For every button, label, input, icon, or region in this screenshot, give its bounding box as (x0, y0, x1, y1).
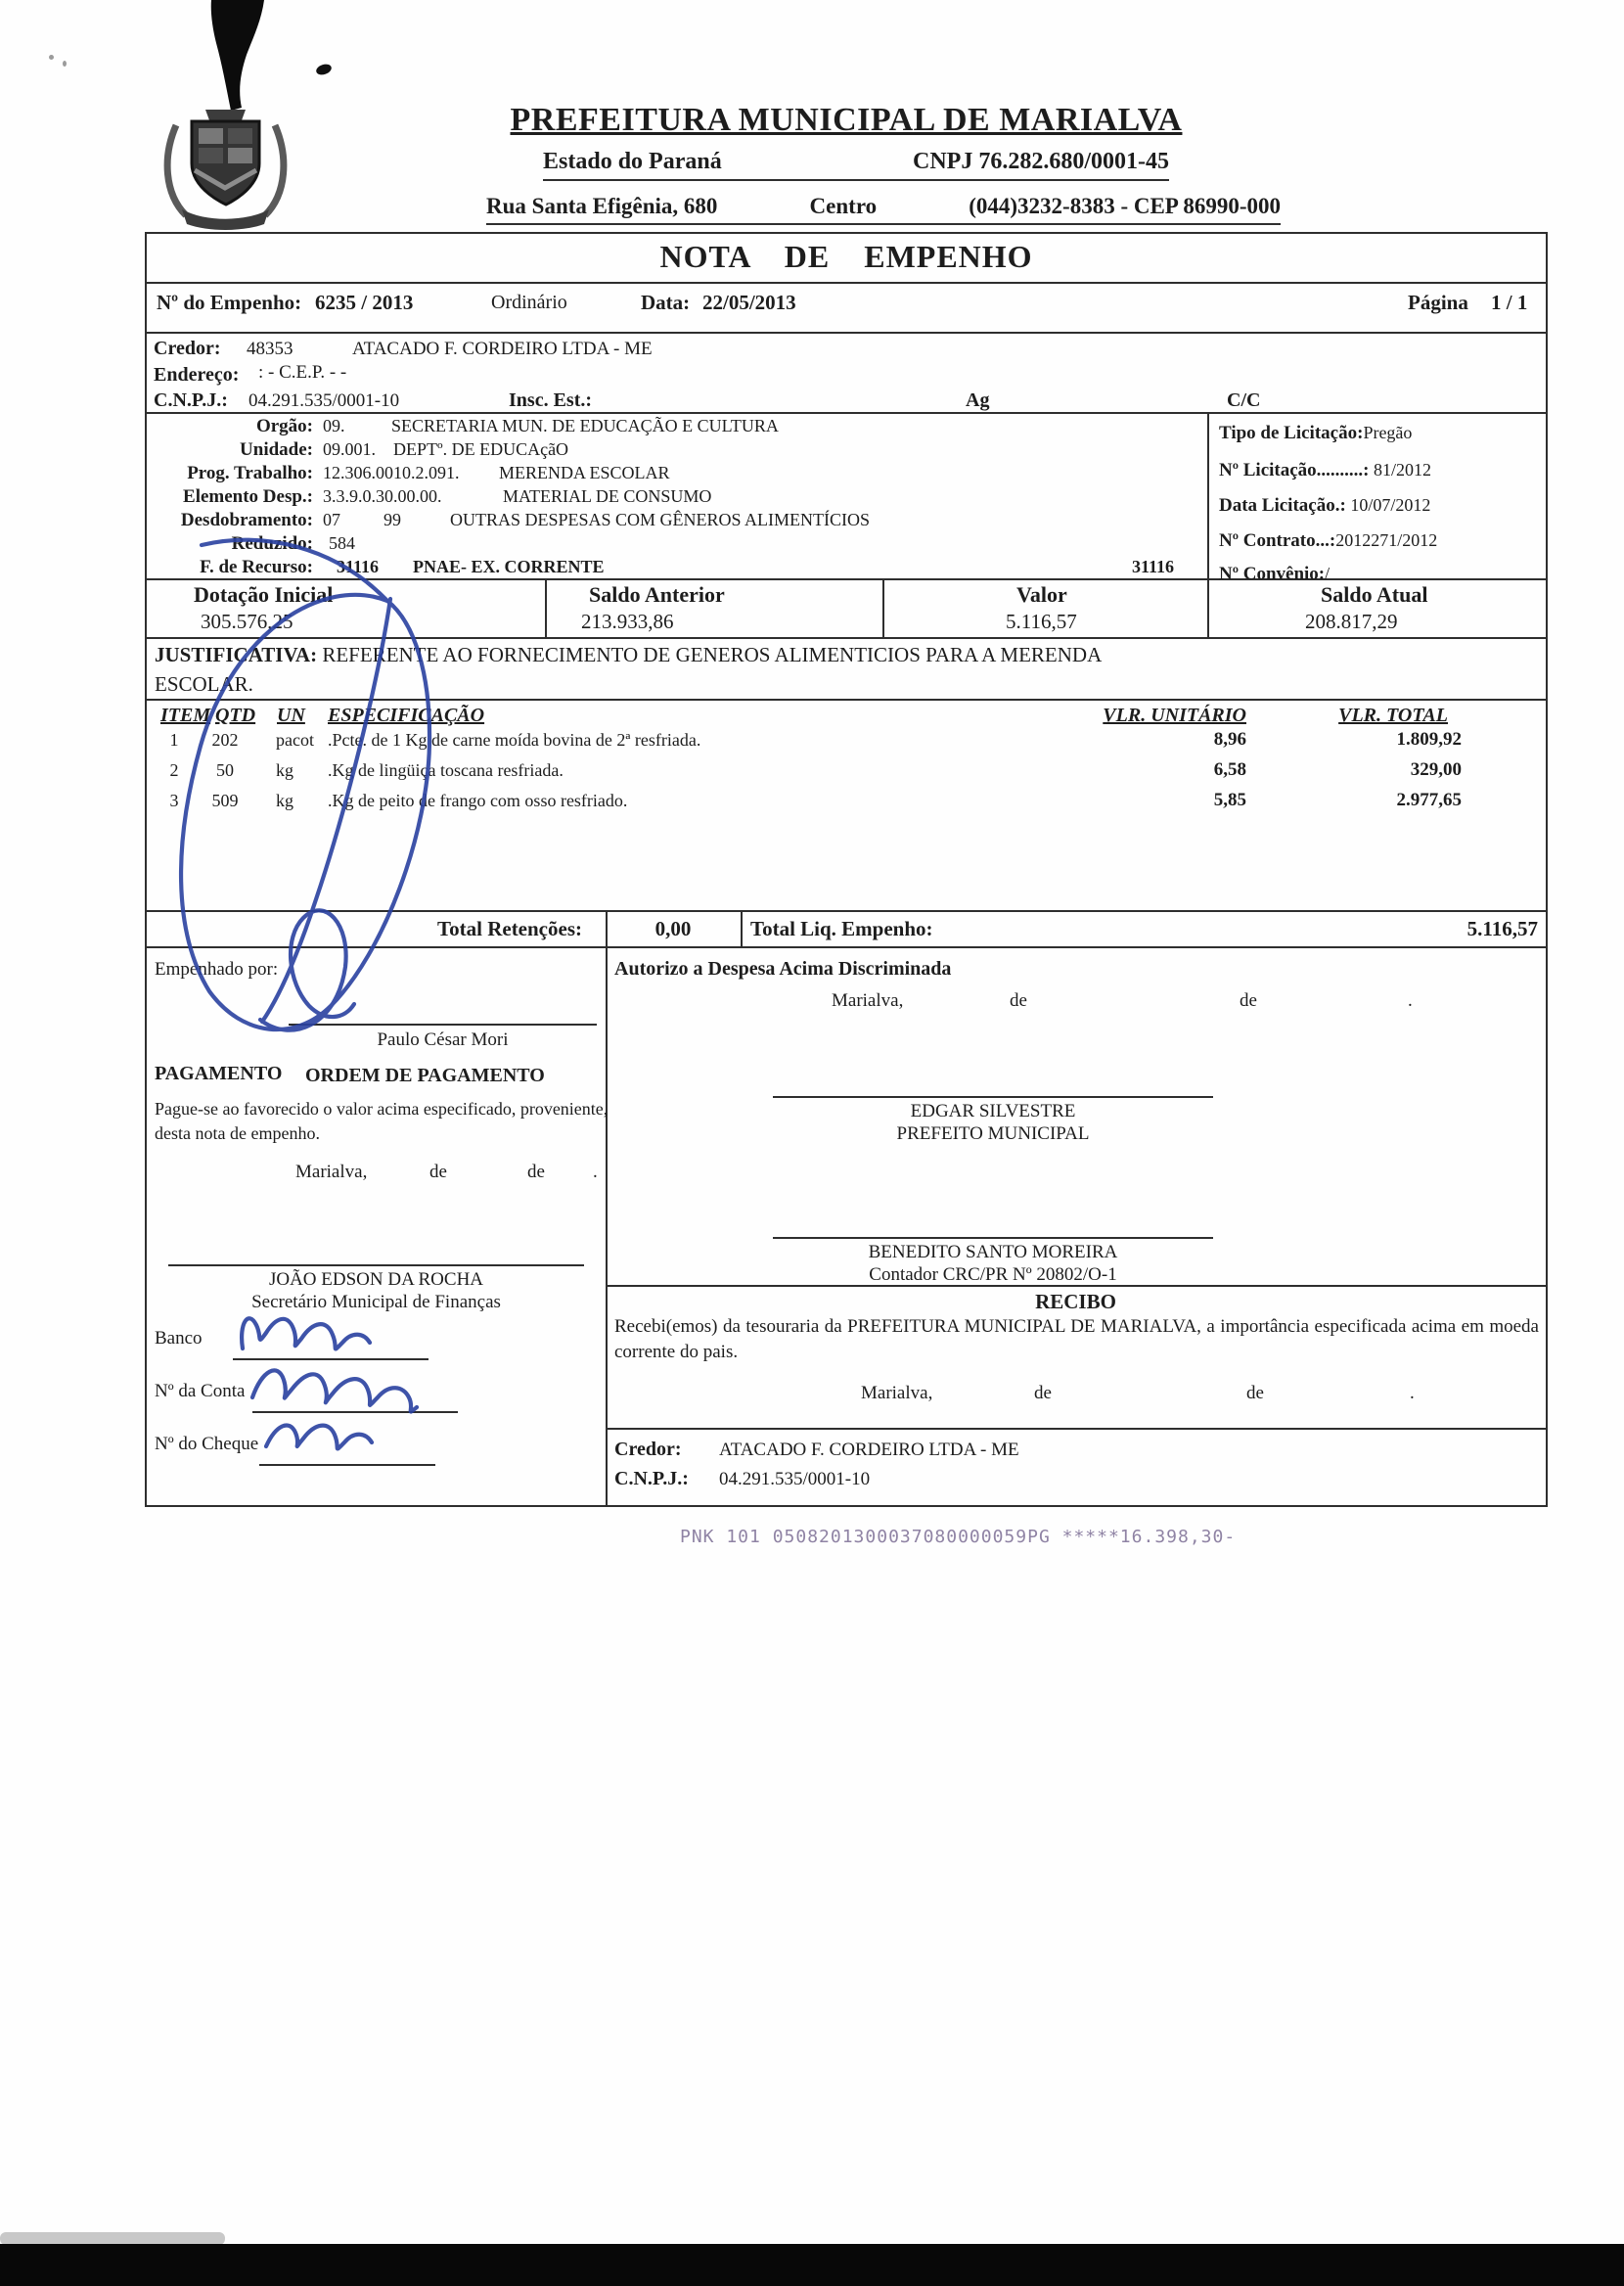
prefeito-name: EDGAR SILVESTRE (910, 1101, 1076, 1121)
budget-label: Elemento Desp.: (183, 486, 313, 507)
budget-desc: SECRETARIA MUN. DE EDUCAÇÃO E CULTURA (391, 416, 779, 435)
endereco-label: Endereço: (154, 364, 240, 386)
items-header-qtd: QTD (215, 705, 256, 726)
pagamento-title: PAGAMENTO (155, 1063, 283, 1084)
empenho-date-label: Data: (641, 291, 691, 314)
finance-signer-name: JOÃO EDSON DA ROCHA (268, 1269, 484, 1290)
empenho-number: 6235 / 2013 (315, 291, 414, 314)
autorizo-title: Autorizo a Despesa Acima Discriminada (614, 958, 952, 980)
dateline-city: Marialva, (832, 990, 904, 1011)
budget-label: Reduzido: (231, 533, 313, 554)
budget-row (147, 510, 1203, 533)
contador-role: Contador CRC/PR Nº 20802/O-1 (869, 1264, 1117, 1285)
dateline-dot: . (1408, 990, 1413, 1011)
pagamento-body-text: Pague-se ao favorecido o valor acima especificado, proveniente, desta nota de empenho. (155, 1099, 609, 1143)
licitacao-label: Data Licitação.: (1219, 495, 1346, 516)
divider-vline (1207, 412, 1209, 578)
credor-label: Credor: (154, 338, 221, 359)
budget-desc: OUTRAS DESPESAS COM GÊNEROS ALIMENTÍCIOS (450, 510, 871, 529)
budget-extra: 31116 (1132, 557, 1175, 576)
item-unit-price: 5,85 (1213, 790, 1246, 810)
total-liquido-value: 5.116,57 (1466, 917, 1538, 940)
items-header-item: ITEM (160, 705, 211, 726)
cheque-fill-line (259, 1464, 435, 1466)
form-frame (145, 232, 1548, 1507)
item-number: 2 (169, 760, 179, 780)
licitacao-value: 10/07/2012 (1345, 495, 1431, 515)
dateline-de: de (1246, 1383, 1264, 1403)
budget-desc: MERENDA ESCOLAR (499, 463, 670, 482)
divider-line (606, 1428, 1546, 1430)
budget-label: F. de Recurso: (200, 557, 313, 577)
banco-label: Banco (155, 1328, 203, 1349)
header-state-cnpj-line (543, 149, 1169, 181)
budget-desc: DEPTº. DE EDUCAçãO (393, 439, 569, 459)
empenhado-signer-name: Paulo César Mori (377, 1029, 509, 1050)
budget-label: Orgão: (255, 416, 313, 436)
ag-label: Ag (966, 389, 990, 411)
cc-label: C/C (1227, 389, 1261, 411)
divider-vline (741, 910, 743, 946)
page-label: Página (1408, 291, 1468, 314)
budget-code: 12.306.0010.2.091. (323, 463, 460, 482)
item-desc: .Pcte. de 1 Kg de carne moída bovina de 2ª resfriada. (328, 730, 701, 750)
licitacao-row (1219, 460, 1431, 481)
recibo-cnpj-label: C.N.P.J.: (614, 1468, 689, 1489)
budget-code: 584 (329, 533, 355, 553)
total-liquido-label: Total Liq. Empenho: (750, 917, 933, 940)
budget-row (147, 439, 1203, 463)
items-header-total: VLR. TOTAL (1338, 705, 1448, 726)
dateline-dot: . (593, 1162, 598, 1182)
empenho-number-label: Nº do Empenho: (157, 291, 302, 314)
budget-label: Desdobramento: (180, 510, 313, 530)
ordem-pagamento-title: ORDEM DE PAGAMENTO (305, 1065, 545, 1086)
dateline-de: de (1010, 990, 1027, 1011)
item-qtd: 509 (211, 791, 239, 810)
items-header-desc: ESPECIFICAÇÃO (328, 705, 485, 726)
divider-vline (606, 910, 608, 1505)
divider-vline (882, 578, 884, 637)
recibo-credor-name: ATACADO F. CORDEIRO LTDA - ME (719, 1440, 1019, 1460)
signature-line (773, 1096, 1213, 1098)
divider-line (147, 699, 1546, 701)
conta-fill-line (252, 1411, 458, 1413)
signature-line (773, 1237, 1213, 1239)
budget-label: Prog. Trabalho: (187, 463, 313, 483)
amount-header: Valor (1016, 582, 1067, 607)
budget-code2: 99 (383, 510, 401, 529)
justificativa-text (155, 640, 1192, 699)
budget-code: 3.3.9.0.30.00.00. (323, 486, 442, 506)
org-state: Estado do Paraná (543, 149, 722, 174)
contador-name: BENEDITO SANTO MOREIRA (868, 1242, 1118, 1262)
amount-value: 305.576,25 (201, 610, 293, 633)
dateline-de: de (527, 1162, 545, 1182)
divider-line (147, 910, 1546, 912)
licitacao-label: Nº Licitação..........: (1219, 460, 1370, 480)
dateline-de: de (1240, 990, 1257, 1011)
org-phone-cep: (044)3232-8383 - CEP 86990-000 (969, 194, 1281, 218)
amount-value: 213.933,86 (581, 610, 674, 633)
dateline-de: de (1034, 1383, 1052, 1403)
municipal-crest-logo (155, 98, 296, 233)
cheque-label: Nº do Cheque (155, 1434, 259, 1454)
cnpj-value: 04.291.535/0001-10 (248, 390, 400, 411)
amount-header: Dotação Inicial (194, 582, 334, 607)
endereco-value: : - C.E.P. - - (258, 362, 347, 383)
insc-est-label: Insc. Est.: (509, 389, 593, 411)
justificativa-body: REFERENTE AO FORNECIMENTO DE GENEROS ALIMENTICIOS PARA A MERENDA ESCOLAR. (155, 643, 1102, 696)
org-cnpj: CNPJ 76.282.680/0001-45 (913, 149, 1169, 174)
item-total-price: 2.977,65 (1396, 790, 1462, 810)
licitacao-row (1219, 423, 1412, 444)
header-address-line (486, 194, 1281, 225)
dateline-de: de (429, 1162, 447, 1182)
finance-signer-role: Secretário Municipal de Finanças (251, 1292, 501, 1312)
budget-row (147, 557, 1203, 580)
scan-bottom-bar (0, 2244, 1624, 2286)
signature-line (168, 1264, 584, 1266)
licitacao-row (1219, 564, 1330, 585)
recibo-cnpj-value: 04.291.535/0001-10 (719, 1469, 871, 1489)
printer-code-line: PNK 101 0508201300037080000059PG *****16.398,30- (680, 1527, 1237, 1547)
divider-vline (1207, 578, 1209, 637)
item-un: kg (276, 760, 293, 780)
items-header-un: UN (277, 705, 305, 726)
item-total-price: 329,00 (1410, 759, 1462, 780)
budget-desc: MATERIAL DE CONSUMO (503, 486, 712, 506)
licitacao-value: / (1325, 564, 1331, 583)
budget-code: 31116 (337, 557, 380, 576)
item-qtd: 50 (216, 760, 234, 780)
item-unit-price: 8,96 (1213, 729, 1246, 750)
empenho-date: 22/05/2013 (702, 291, 796, 314)
item-total-price: 1.809,92 (1396, 729, 1462, 750)
licitacao-label: Nº Contrato...: (1219, 530, 1336, 551)
item-qtd: 202 (211, 730, 239, 750)
budget-row (147, 486, 1203, 510)
licitacao-row (1219, 530, 1437, 552)
signature-line (289, 1024, 597, 1026)
credor-name: ATACADO F. CORDEIRO LTDA - ME (352, 339, 653, 359)
empenho-type: Ordinário (491, 292, 567, 313)
budget-label: Unidade: (240, 439, 313, 460)
budget-code: 07 (323, 510, 340, 529)
justificativa-label: JUSTIFICATIVA: (155, 643, 318, 666)
document-title: NOTA DE EMPENHO (659, 239, 1033, 274)
amount-header: Saldo Atual (1321, 582, 1428, 607)
item-un: pacot (276, 730, 314, 750)
org-address: Rua Santa Efigênia, 680 (486, 194, 718, 218)
divider-vline (545, 578, 547, 637)
divider-line (147, 412, 1546, 414)
amount-header: Saldo Anterior (589, 582, 725, 607)
budget-code: 09. (323, 416, 345, 435)
item-number: 1 (169, 730, 179, 750)
item-desc: .Kg de peito de frango com osso resfriado. (328, 791, 628, 810)
divider-line (147, 332, 1546, 334)
recibo-credor-label: Credor: (614, 1439, 682, 1460)
dateline-dot: . (1410, 1383, 1415, 1403)
licitacao-value: Pregão (1363, 423, 1413, 442)
dateline-city: Marialva, (861, 1383, 933, 1403)
budget-row (147, 533, 1203, 557)
empenhado-por-label: Empenhado por: (155, 959, 279, 980)
item-un: kg (276, 791, 293, 810)
recibo-body-text: Recebi(emos) da tesouraria da PREFEITURA MUNICIPAL DE MARIALVA, a importância especificada acima em moeda corrente do pais. (614, 1316, 1539, 1362)
dateline-city: Marialva, (295, 1162, 368, 1182)
amount-value: 208.817,29 (1305, 610, 1398, 633)
licitacao-label: Tipo de Licitação: (1219, 423, 1364, 443)
licitacao-row (1219, 495, 1430, 517)
page-value: 1 / 1 (1491, 291, 1528, 314)
item-unit-price: 6,58 (1213, 759, 1246, 780)
org-name: PREFEITURA MUNICIPAL DE MARIALVA (510, 102, 1183, 138)
licitacao-value: 2012271/2012 (1335, 530, 1438, 550)
amount-value: 5.116,57 (1006, 610, 1077, 633)
banco-fill-line (233, 1358, 429, 1360)
items-header-unit: VLR. UNITÁRIO (1103, 705, 1246, 726)
total-retencoes-label: Total Retenções: (437, 917, 582, 940)
credor-code: 48353 (247, 339, 293, 359)
divider-line (147, 282, 1546, 284)
divider-line (147, 637, 1546, 639)
item-number: 3 (169, 791, 179, 810)
cnpj-label: C.N.P.J.: (154, 389, 228, 411)
licitacao-label: Nº Convênio: (1219, 564, 1326, 584)
org-district: Centro (809, 194, 878, 218)
budget-row (147, 416, 1203, 439)
conta-label: Nº da Conta (155, 1381, 246, 1401)
total-retencoes-value: 0,00 (654, 917, 692, 940)
budget-code: 09.001. (323, 439, 376, 459)
recibo-title: RECIBO (1035, 1290, 1116, 1313)
item-desc: .Kg de lingüiça toscana resfriada. (328, 760, 564, 780)
budget-desc: PNAE- EX. CORRENTE (413, 557, 605, 576)
divider-line (147, 946, 1546, 948)
licitacao-value: 81/2012 (1369, 460, 1432, 480)
budget-row (147, 463, 1203, 486)
prefeito-role: PREFEITO MUNICIPAL (896, 1123, 1090, 1144)
